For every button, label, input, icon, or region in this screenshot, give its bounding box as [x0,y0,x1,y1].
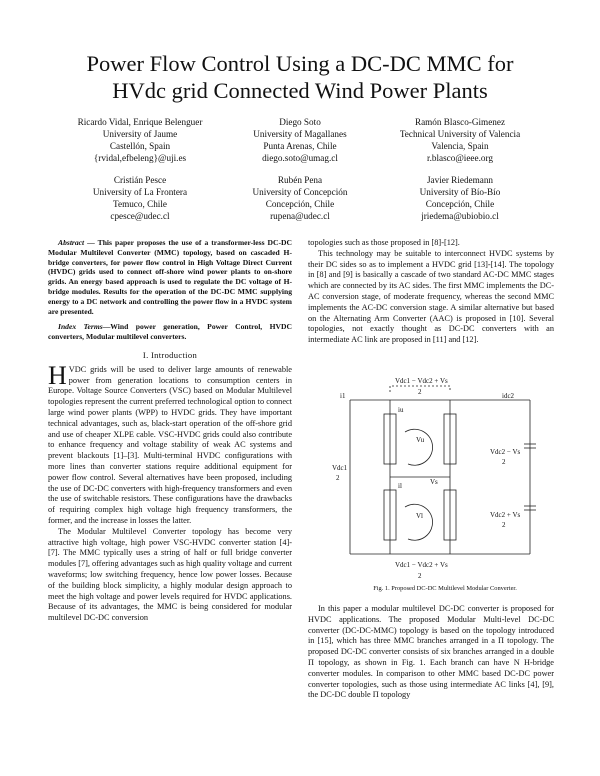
author-2 [220,116,380,164]
fig-i1: i1 [340,392,346,400]
right-paragraph-1: topologies such as those proposed in [8]-[12]. [308,238,460,247]
author-affiliation: University of Concepción [252,187,348,197]
author-email: cpesce@udec.cl [110,211,170,221]
fig-vdc1: Vdc1 [332,464,348,472]
abstract-text: — This paper proposes the use of a transformer-less DC-DC Modular Multilevel Converter (MMC) topology, based on cascaded H-bridge converters, for power flow control in High Voltage Direct Current (HVDC) grids used to connect off-shore wind power plants to on-shore grids. An energy based approach is used to regulate the DC voltage of H-bridge modules. Results for the operation of the DC-DC MMC supplying energy to a DC network and controlling the power flow in a HVDC system are presented. [48,238,292,316]
right-paragraph-3: In this paper a modular multilevel DC-DC converter is proposed for HVDC applications. The proposed Modular Multi-level DC-DC converter (DC-DC-MMC) topology is based on the topology introduced in [15], which has three MMC branches arranged in a Π topology. The proposed DC-DC converter consists of six branches arranged in a double Π topology, as shown in Fig. 1. Each branch can have N H-bridge converter modules. In comparison to other MMC based DC-DC power converter topologies, such as those using intermediate AC links [4], [9], the DC-DC double Π topology [308,604,554,700]
author-name: Ramón Blasco-Gimenez [414,117,506,127]
fig-vdc1-den: 2 [336,474,340,482]
author-4 [60,174,220,222]
author-3 [380,116,540,164]
author-affiliation: Technical University of Valencia [399,129,521,139]
right-column [308,238,554,346]
abstract [48,238,292,316]
fig-il: il [398,482,402,490]
author-city: Concepción, Chile [425,199,495,209]
author-name: Rubén Pena [277,175,323,185]
author-city: Valencia, Spain [431,141,489,151]
fig-vu: Vu [416,436,425,444]
intro-paragraph-2: The Modular Multilevel Converter topology has become very attractive high voltage, high power VSC-HVDC converter station [4]-[7]. The MMC typically uses a string of half or full bridge converter modules [7], offering advantages such as high quality voltage and current waveforms; low switching frequency, hence low power losses. Because of the building block simplicity, a highly modular design approach to meet the high voltage and power levels required for HVDC applications. Because of its advantages, the MMC is being considered for modular multilevel DC-DC conversion [48,526,292,623]
author-city: Punta Arenas, Chile [263,141,337,151]
author-email: jriedema@ubiobio.cl [421,211,499,221]
author-6 [380,174,540,222]
intro-paragraph-1 [48,360,292,527]
author-name: Javier Riedemann [426,175,494,185]
author-city: Castellón, Spain [109,141,171,151]
author-name: Ricardo Vidal, Enrique Belenguer [77,117,203,127]
author-affiliation: University of Magallanes [253,129,347,139]
intro-paragraph-1-text: VDC grids will be used to deliver large amounts of renewable power from generation locations to consumption centers in Europe. Voltage Source Converters (VSC) based on Modular Multilevel topologies represent the current preferred technological option to connect large wind power plants (WPP) to HVDC grids. They have important technical advantages, such as, black-start operation of the off-shore grid and use of cheaper XLPE cable. VSC-HVDC grids could also contribute to enhance frequency and voltage stability of weak AC systems and prevent blackouts [1]–[3]. Multi-terminal HVDC configurations with more lines than converter stations require additional equipment for power flow control. Several alternatives have been proposed, including the use of DC-DC converters with high-frequency transformers and even the use of switchable resistors. These configurations have the drawbacks of requiring complex high voltage high frequency transformers, the former, and the increase in losses the latter. [48,364,292,525]
fig-top-den: 2 [418,388,422,396]
author-affiliation: University of Bío-Bío [419,187,501,197]
fig-vdc2: Vdc2 − Vs [490,448,521,456]
figure-caption: Fig. 1. Proposed DC-DC Multilevel Modular Converter. [373,585,517,592]
author-email: {rvidal,efbeleng}@uji.es [93,153,187,163]
author-city: Concepción, Chile [265,199,335,209]
author-affiliation: University of La Frontera [92,187,188,197]
fig-vs: Vs [430,478,438,486]
right-column-lower [308,604,554,701]
author-name: Cristián Pesce [113,175,167,185]
left-column [48,238,292,624]
author-1 [60,116,220,164]
author-name: Diego Soto [279,117,321,127]
index-terms-label: Index Terms [58,322,103,332]
author-affiliation: University of Jaume [102,129,178,139]
author-city: Temuco, Chile [113,199,167,209]
author-email: rupena@udec.cl [270,211,330,221]
fig-vdc2b: Vdc2 + Vs [490,511,521,519]
index-terms-text: —Wind power generation, Power Control, HVDC converters, Modular multilevel converters. [48,322,292,342]
fig-idc2: idc2 [502,392,515,400]
fig-vdc2b-den: 2 [502,521,506,529]
fig-top-label: Vdc1 − Vdc2 + Vs [395,377,448,385]
fig-vdc2-den: 2 [502,458,506,466]
fig-bottom-den: 2 [418,572,422,580]
author-5 [220,174,380,222]
index-terms [48,322,292,342]
paper-title [30,50,570,104]
title-line-1: Power Flow Control Using a DC-DC MMC for [86,51,514,76]
right-paragraph-2: This technology may be suitable to interconnect HVDC systems by their DC sides so as to implement a HVDC grid [13]-[14]. The topology in [8] and [9] is basically a cascade of two standard AC-DC MMC stages which are connected by its AC sides. The first MMC implements the DC-AC conversion stage, of moderate frequency, whereas the second MMC implements the AC-DC conversion stage. A similar alternative but based on the Alternating Arm Converter (AAC) is proposed in [10]. Several topologies, not exactly thought as DC-DC converters with an intermediate AC link are proposed in [11] and [12]. [308,248,554,345]
fig-iu: iu [398,406,404,414]
author-email: r.blasco@ieee.org [427,153,493,163]
fig-vl: Vl [416,512,423,520]
circuit-figure [330,372,560,582]
section-heading: I. Introduction [142,349,198,360]
author-email: diego.soto@umag.cl [262,153,338,163]
title-line-2: HVdc grid Connected Wind Power Plants [112,78,488,103]
abstract-label: Abstract [58,238,85,247]
drop-cap: H [48,360,67,390]
fig-bottom-label: Vdc1 − Vdc2 + Vs [395,561,448,569]
